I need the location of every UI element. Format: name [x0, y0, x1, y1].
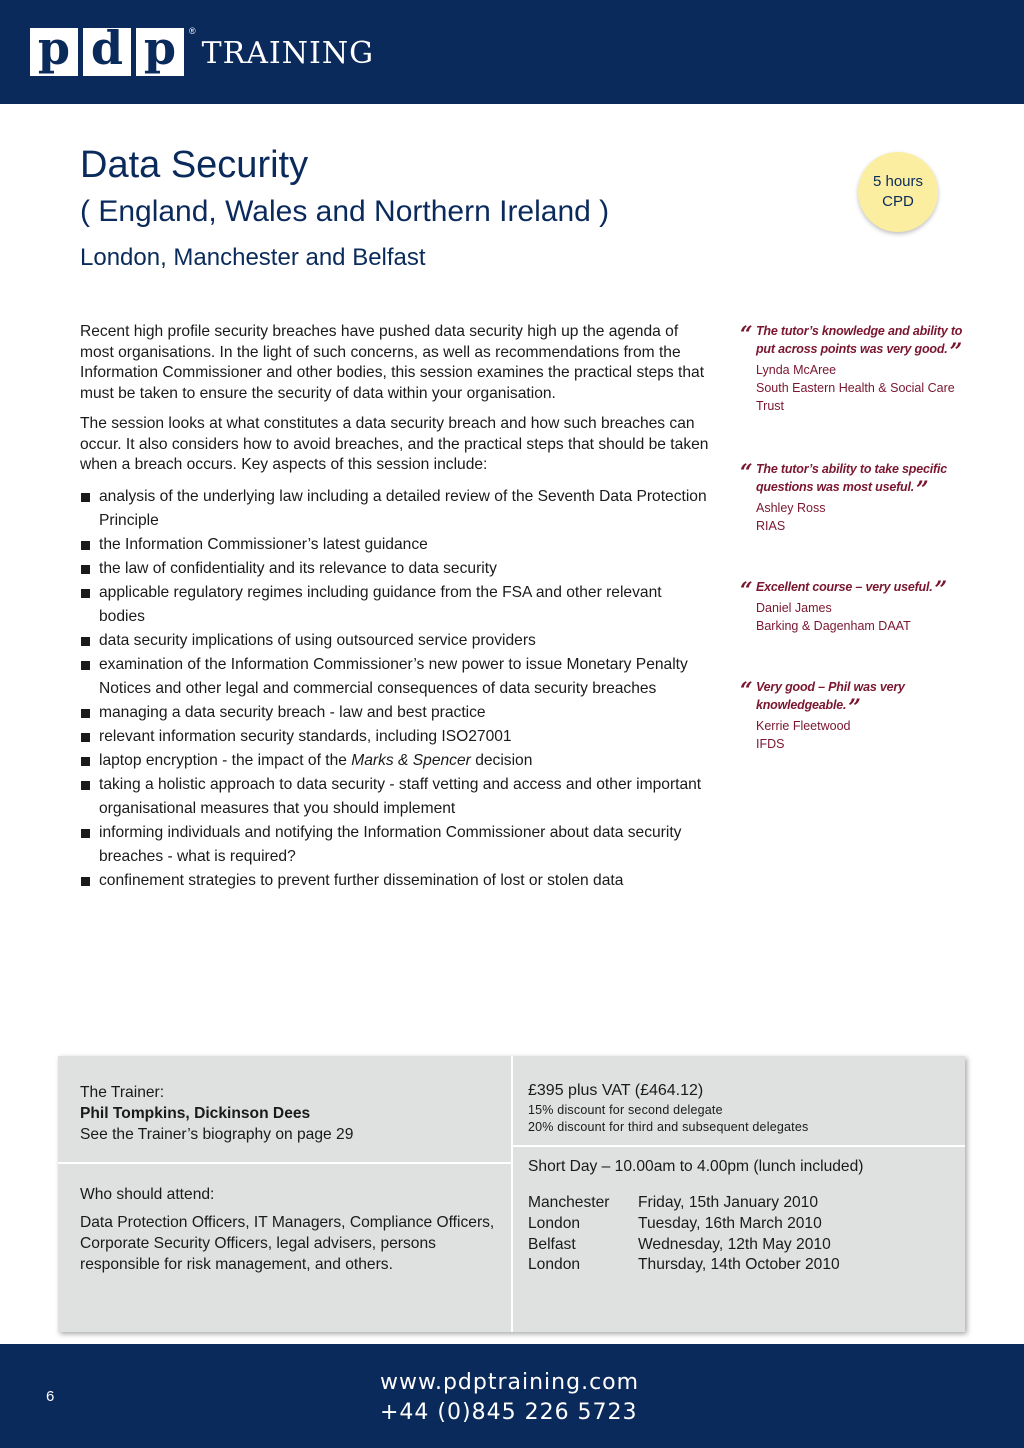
- open-quote-icon: “: [740, 678, 753, 704]
- registered-mark: ®: [189, 26, 196, 36]
- course-info-box: [58, 1056, 965, 1332]
- cpd-label: CPD: [882, 193, 914, 210]
- course-description: [80, 322, 710, 893]
- testimonial-quote: Excellent course – very useful.: [756, 580, 933, 594]
- left-row-divider: [58, 1162, 511, 1164]
- website-link[interactable]: www.pdptraining.com: [380, 1370, 640, 1395]
- trainer-name: Phil Tompkins, Dickinson Dees: [80, 1105, 311, 1122]
- cpd-hours: 5 hours: [872, 173, 924, 190]
- page-number: 6: [46, 1388, 55, 1405]
- list-item: the law of confidentiality and its relevance to data security: [80, 557, 710, 581]
- testimonial-person: Kerrie Fleetwood: [756, 719, 851, 733]
- attend-text: Data Protection Officers, IT Managers, Compliance Officers, Corporate Security Officers, legal advisers, persons responsible for risk management, and others.: [80, 1214, 495, 1273]
- price-section: [528, 1080, 808, 1136]
- price: £395 plus VAT (£464.12): [528, 1082, 704, 1099]
- session-paragraph: The session looks at what constitutes a data security breach and how such breaches can occur. It also considers how to avoid breaches, and the practical steps that should be taken when a breach occurs. Key aspects of this session include:: [80, 414, 709, 474]
- list-item: data security implications of using outsourced service providers: [80, 629, 710, 653]
- trainer-label: The Trainer:: [80, 1084, 165, 1101]
- attend-label: Who should attend:: [80, 1186, 215, 1203]
- list-item: managing a data security breach - law and best practice: [80, 701, 710, 725]
- date-value: Friday, 15th January 2010: [638, 1194, 819, 1211]
- testimonial-org: Barking & Dagenham DAAT: [756, 619, 911, 633]
- testimonial: [740, 578, 980, 635]
- pdp-logo: [30, 28, 374, 76]
- testimonial-org: IFDS: [756, 737, 785, 751]
- testimonial-quote: The tutor’s knowledge and ability to put across points was very good.: [756, 324, 963, 356]
- day-info: Short Day – 10.00am to 4.00pm (lunch included): [528, 1158, 864, 1175]
- date-value: Thursday, 14th October 2010: [638, 1256, 840, 1274]
- right-row-divider: [513, 1145, 965, 1147]
- list-item: relevant information security standards, including ISO27001: [80, 725, 710, 749]
- contact-block: [380, 1368, 639, 1428]
- header-bar: [0, 0, 1024, 104]
- date-row: [528, 1255, 840, 1276]
- key-aspects-list: [80, 485, 710, 893]
- list-item: examination of the Information Commissioner’s new power to issue Monetary Penalty Notices and other legal and commercial consequences of data security breaches: [80, 653, 710, 701]
- date-value: Tuesday, 16th March 2010: [638, 1214, 822, 1232]
- open-quote-icon: “: [740, 578, 753, 604]
- column-divider: [511, 1056, 513, 1332]
- list-item: informing individuals and notifying the Information Commissioner about data security breaches - what is required?: [80, 821, 710, 869]
- course-dates: [528, 1193, 840, 1276]
- trainer-bio-reference: See the Trainer’s biography on page 29: [80, 1126, 354, 1143]
- date-row: [528, 1235, 840, 1256]
- footer-bar: [0, 1344, 1024, 1448]
- date-city: London: [528, 1214, 581, 1232]
- testimonial-person: Ashley Ross: [756, 501, 826, 515]
- testimonial-quote: The tutor’s ability to take specific questions was most useful.: [756, 462, 947, 494]
- cpd-badge: [858, 152, 938, 232]
- discount-third: 20% discount for third and subsequent delegates: [528, 1120, 809, 1134]
- list-item: applicable regulatory regimes including guidance from the FSA and other relevant bodies: [80, 581, 710, 629]
- testimonial-org: South Eastern Health & Social Care Trust: [756, 381, 955, 413]
- list-item: confinement strategies to prevent further dissemination of lost or stolen data: [80, 869, 710, 893]
- trainer-section: [80, 1082, 353, 1145]
- list-item: the Information Commissioner’s latest guidance: [80, 533, 710, 557]
- course-title: Data Security: [80, 144, 309, 186]
- list-item: taking a holistic approach to data security - staff vetting and access and other important organisational measures that you should implement: [80, 773, 710, 821]
- testimonial-quote: Very good – Phil was very knowledgeable.: [756, 680, 905, 712]
- intro-paragraph: Recent high profile security breaches have pushed data security high up the agenda of most organisations. In the light of such concerns, as well as recommendations from the Information Commissioner and other bodies, this session examines the practical steps that must be taken to ensure the security of data within your organisation.: [80, 323, 705, 403]
- list-item: analysis of the underlying law including a detailed review of the Seventh Data Protection Principle: [80, 485, 710, 533]
- date-city: Belfast: [528, 1235, 576, 1253]
- logo-letter-p2: p: [136, 28, 184, 76]
- logo-letter-p: p: [30, 28, 78, 76]
- testimonial: [740, 460, 980, 535]
- date-value: Wednesday, 12th May 2010: [638, 1235, 831, 1253]
- close-quote-icon: ”: [916, 477, 929, 503]
- close-quote-icon: ”: [949, 339, 963, 365]
- logo-wordmark: TRAINING: [201, 36, 375, 71]
- list-item: laptop encryption - the impact of the Marks & Spencer decision: [80, 749, 710, 773]
- date-city: Manchester: [528, 1194, 610, 1211]
- logo-letter-d: d: [83, 28, 131, 76]
- close-quote-icon: ”: [848, 695, 861, 721]
- testimonial-person: Lynda McAree: [756, 363, 837, 377]
- course-locations: London, Manchester and Belfast: [80, 244, 426, 271]
- date-row: [528, 1193, 840, 1214]
- phone-number: +44 (0)845 226 5723: [380, 1400, 638, 1425]
- open-quote-icon: “: [740, 460, 753, 486]
- date-row: [528, 1214, 840, 1235]
- course-title-block: [80, 142, 609, 274]
- close-quote-icon: ”: [934, 577, 947, 603]
- testimonial-person: Daniel James: [756, 601, 832, 615]
- discount-second: 15% discount for second delegate: [528, 1103, 723, 1117]
- course-subtitle: ( England, Wales and Northern Ireland ): [80, 195, 610, 228]
- open-quote-icon: “: [740, 322, 753, 348]
- testimonial: [740, 322, 980, 415]
- testimonial: [740, 678, 980, 753]
- date-city: London: [528, 1256, 581, 1274]
- testimonial-org: RIAS: [756, 519, 786, 533]
- attendees-section: [80, 1184, 500, 1275]
